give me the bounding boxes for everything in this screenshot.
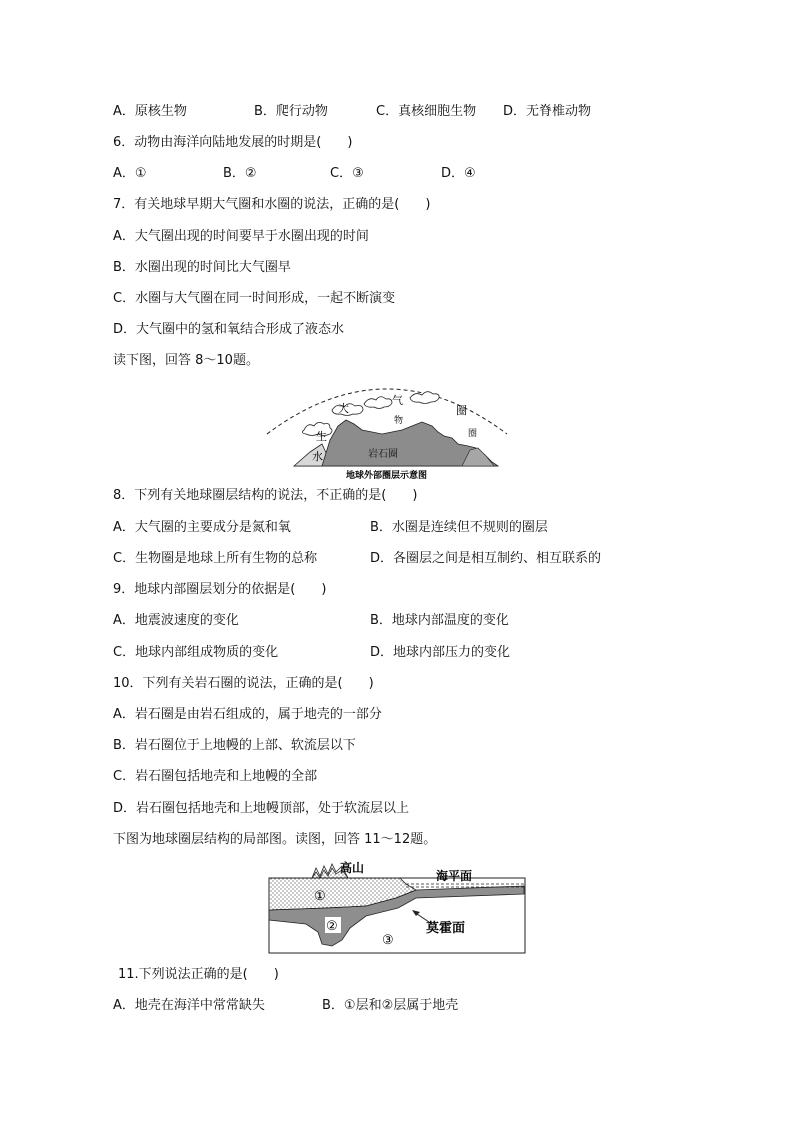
q7-stem: 7．有关地球早期大气圈和水圈的说法，正确的是( ) <box>113 197 431 212</box>
q9-option-c: C．地球内部组成物质的变化 <box>113 645 279 660</box>
q5-option-d: D．无脊椎动物 <box>503 104 592 119</box>
q7-option-c: C．水圈与大气圈在同一时间形成，一起不断演变 <box>113 291 396 306</box>
label-lithosphere: 岩石圈 <box>368 449 398 460</box>
q5-option-a: A．原核生物 <box>113 104 187 119</box>
q6-option-d: D．④ <box>441 166 476 181</box>
q5-option-b: B．爬行动物 <box>254 104 328 119</box>
q9-stem: 9．地球内部圈层划分的依据是( ) <box>113 582 327 597</box>
q11-option-a: A．地壳在海洋中常常缺失 <box>113 998 265 1013</box>
label-moho: 莫霍面 <box>426 921 466 936</box>
label-sea-level: 海平面 <box>436 869 473 883</box>
intro-8-10: 读下图，回答 8～10题。 <box>113 353 259 368</box>
q8-option-c: C．生物圈是地球上所有生物的总称 <box>113 551 318 566</box>
label-mountain: 高山 <box>340 861 365 875</box>
label-layer-1: ① <box>314 889 326 904</box>
label-bio-3: 圈 <box>468 429 478 439</box>
label-bio-2: 物 <box>394 416 404 426</box>
q7-option-b: B．水圈出现的时间比大气圈早 <box>113 260 291 275</box>
cloud-4 <box>410 392 439 404</box>
q10-option-d: D．岩石圈包括地壳和上地幔顶部，处于软流层以上 <box>113 801 410 816</box>
q8-option-d: D．各圈层之间是相互制约、相互联系的 <box>370 551 602 566</box>
label-layer-3: ③ <box>382 933 394 948</box>
figure1-caption: 地球外部圈层示意图 <box>346 471 428 481</box>
label-bio-1: 生 <box>316 430 327 443</box>
cloud-3 <box>364 397 392 409</box>
q7-option-d: D．大气圈中的氢和氧结合形成了液态水 <box>113 322 345 337</box>
q10-option-b: B．岩石圈位于上地幔的上部、软流层以下 <box>113 738 356 753</box>
q9-option-a: A．地震波速度的变化 <box>113 613 239 628</box>
q10-option-a: A．岩石圈是由岩石组成的，属于地壳的一部分 <box>113 707 382 722</box>
q11-option-b: B．①层和②层属于地壳 <box>322 998 459 1013</box>
q5-option-c: C．真核细胞生物 <box>376 104 477 119</box>
q7-option-a: A．大气圈出现的时间要早于水圈出现的时间 <box>113 229 369 244</box>
label-atmo-1: 大 <box>338 402 349 415</box>
q6-option-b: B．② <box>223 166 257 181</box>
q6-option-c: C．③ <box>330 166 364 181</box>
q10-stem: 10．下列有关岩石圈的说法，正确的是( ) <box>113 676 374 691</box>
q8-option-a: A．大气圈的主要成分是氮和氧 <box>113 520 291 535</box>
q9-option-b: B．地球内部温度的变化 <box>370 613 509 628</box>
intro-11-12: 下图为地球圈层结构的局部图。读图，回答 11～12题。 <box>113 832 437 847</box>
q8-stem: 8．下列有关地球圈层结构的说法，不正确的是( ) <box>113 488 418 503</box>
q6-option-a: A．① <box>113 166 147 181</box>
atmosphere-arc <box>267 389 507 434</box>
q9-option-d: D．地球内部压力的变化 <box>370 645 511 660</box>
layer-structure-figure <box>266 858 528 956</box>
q10-option-c: C．岩石圈包括地壳和上地幔的全部 <box>113 769 318 784</box>
external-spheres-figure <box>262 374 512 482</box>
q6-stem: 6．动物由海洋向陆地发展的时期是( ) <box>113 135 353 150</box>
label-atmo-2: 气 <box>392 394 403 407</box>
label-atmo-3: 圈 <box>456 404 467 417</box>
label-water: 水 <box>312 450 323 463</box>
label-layer-2: ② <box>326 919 338 934</box>
q8-option-b: B．水圈是连续但不规则的圈层 <box>370 520 548 535</box>
q11-stem: 11.下列说法正确的是( ) <box>118 967 279 982</box>
